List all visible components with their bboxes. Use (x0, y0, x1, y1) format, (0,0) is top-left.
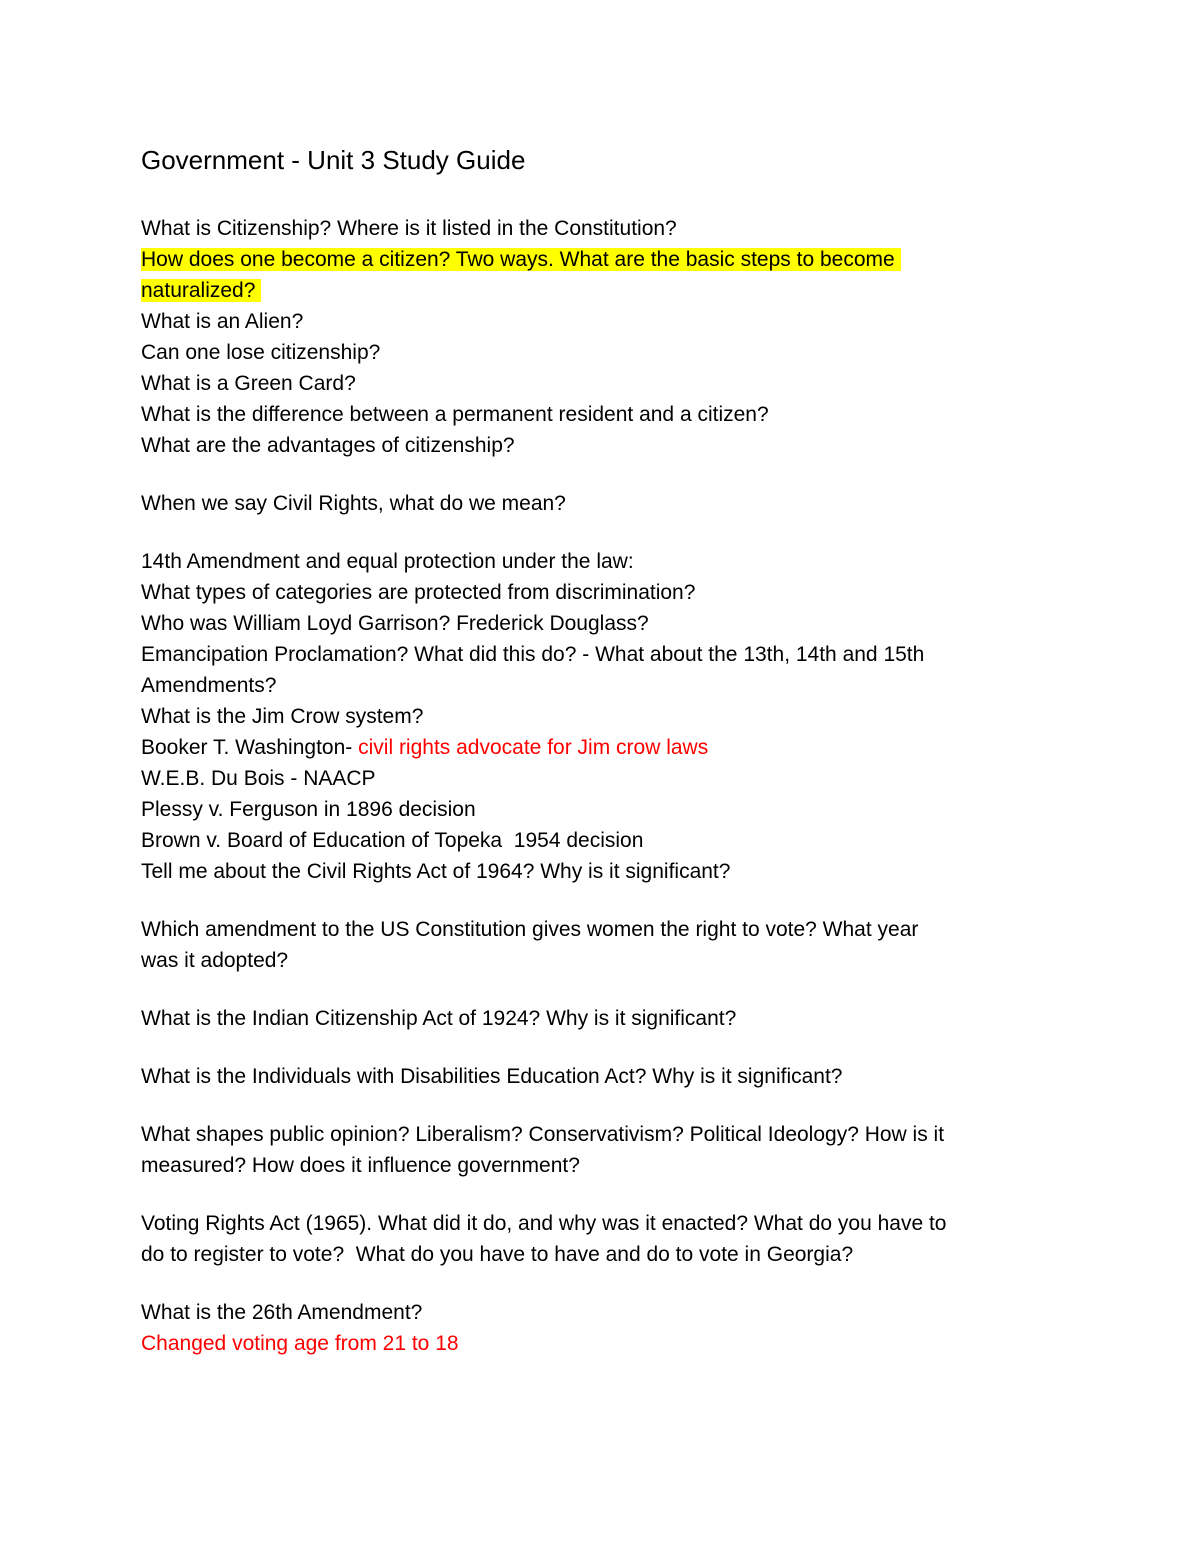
section-26th-amendment (141, 1297, 1061, 1359)
section-voting-rights (141, 1208, 1061, 1270)
section-public-opinion (141, 1119, 1061, 1181)
question-civil-rights-act: Tell me about the Civil Rights Act of 1964? Why is it significant? (141, 860, 731, 883)
question-garrison-douglass: Who was William Loyd Garrison? Frederick Douglass? (141, 612, 649, 635)
question-14th-amendment: 14th Amendment and equal protection under the law: (141, 550, 634, 573)
document-title: Government - Unit 3 Study Guide (141, 145, 526, 175)
item-booker-washington (141, 732, 1061, 763)
question-public-opinion-cont: measured? How does it influence government? (141, 1154, 580, 1177)
section-14th-amendment (141, 546, 1061, 887)
section-civil-rights (141, 488, 1061, 519)
question-jim-crow: What is the Jim Crow system? (141, 705, 424, 728)
section-women-vote (141, 914, 1061, 976)
booker-washington-label: Booker T. Washington- (141, 736, 359, 759)
question-idea: What is the Individuals with Disabilities Education Act? Why is it significant? (141, 1065, 843, 1088)
question-emancipation-cont: Amendments? (141, 674, 277, 697)
highlighted-text: naturalized? (141, 279, 262, 302)
question-citizenship: What is Citizenship? Where is it listed in the Constitution? (141, 217, 677, 240)
question-emancipation: Emancipation Proclamation? What did this do? - What about the 13th, 14th and 15th (141, 643, 925, 666)
question-green-card: What is a Green Card? (141, 372, 356, 395)
item-plessy: Plessy v. Ferguson in 1896 decision (141, 798, 476, 821)
question-become-citizen (141, 244, 1061, 275)
question-voting-rights-cont: do to register to vote? What do you have to have and do to vote in Georgia? (141, 1243, 854, 1266)
section-citizenship (141, 213, 1061, 461)
section-indian-citizenship (141, 1003, 1061, 1034)
highlighted-text: How does one become a citizen? Two ways. What are the basic steps to become (141, 248, 901, 271)
question-categories: What types of categories are protected from discrimination? (141, 581, 696, 604)
question-become-citizen-cont (141, 275, 1061, 306)
question-women-vote-cont: was it adopted? (141, 949, 289, 972)
answer-26th-amendment: Changed voting age from 21 to 18 (141, 1332, 459, 1355)
item-brown: Brown v. Board of Education of Topeka 1954 decision (141, 829, 644, 852)
question-lose-citizenship: Can one lose citizenship? (141, 341, 381, 364)
question-resident-vs-citizen: What is the difference between a permanent resident and a citizen? (141, 403, 769, 426)
question-indian-citizenship: What is the Indian Citizenship Act of 1924? Why is it significant? (141, 1007, 737, 1030)
item-du-bois: W.E.B. Du Bois - NAACP (141, 767, 376, 790)
question-alien: What is an Alien? (141, 310, 304, 333)
question-voting-rights: Voting Rights Act (1965). What did it do, and why was it enacted? What do you have to (141, 1212, 947, 1235)
question-26th-amendment: What is the 26th Amendment? (141, 1301, 423, 1324)
section-idea (141, 1061, 1061, 1092)
annotation-note: civil rights advocate for Jim crow laws (358, 736, 709, 759)
study-guide (141, 140, 1061, 1386)
question-women-vote: Which amendment to the US Constitution gives women the right to vote? What year (141, 918, 919, 941)
question-public-opinion: What shapes public opinion? Liberalism? Conservativism? Political Ideology? How is it (141, 1123, 945, 1146)
question-advantages: What are the advantages of citizenship? (141, 434, 515, 457)
question-civil-rights: When we say Civil Rights, what do we mean? (141, 492, 566, 515)
